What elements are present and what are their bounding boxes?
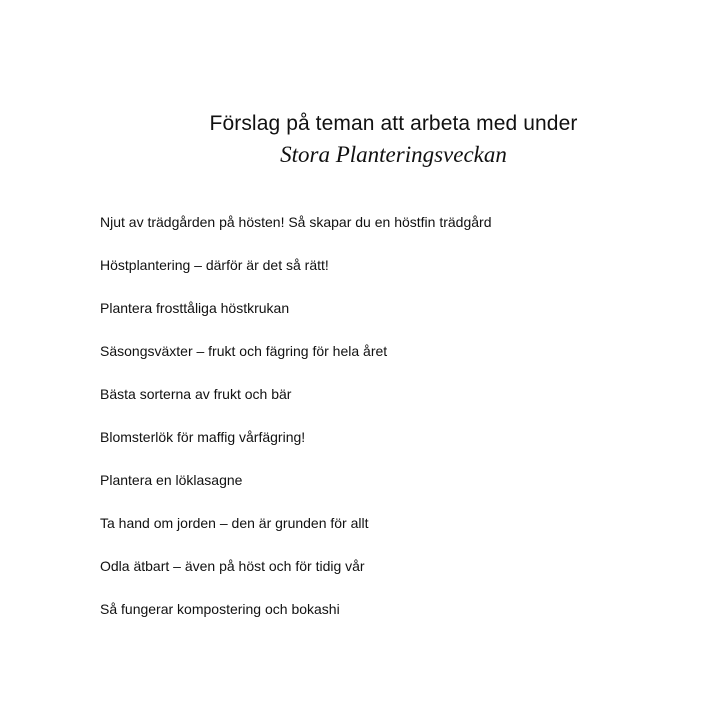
theme-item: Odla ätbart – även på höst och för tidig vår	[100, 558, 365, 574]
theme-item: Blomsterlök för maffig vårfägring!	[100, 429, 306, 445]
theme-item: Säsongsväxter – frukt och fägring för hela året	[100, 343, 388, 359]
theme-item: Plantera frosttåliga höstkrukan	[100, 300, 290, 316]
theme-item: Så fungerar kompostering och bokashi	[100, 601, 340, 617]
theme-item: Ta hand om jorden – den är grunden för allt	[100, 515, 369, 531]
page-heading: Förslag på teman att arbeta med under	[209, 112, 578, 135]
truncated-next-item	[100, 644, 260, 650]
theme-item: Plantera en löklasagne	[100, 472, 243, 488]
theme-item: Njut av trädgården på hösten! Så skapar du en höstfin trädgård	[100, 214, 492, 230]
page-subheading: Stora Planteringsveckan	[280, 142, 507, 167]
theme-item: Bästa sorterna av frukt och bär	[100, 386, 292, 402]
theme-list	[100, 212, 491, 642]
theme-item: Höstplantering – därför är det så rätt!	[100, 257, 329, 273]
